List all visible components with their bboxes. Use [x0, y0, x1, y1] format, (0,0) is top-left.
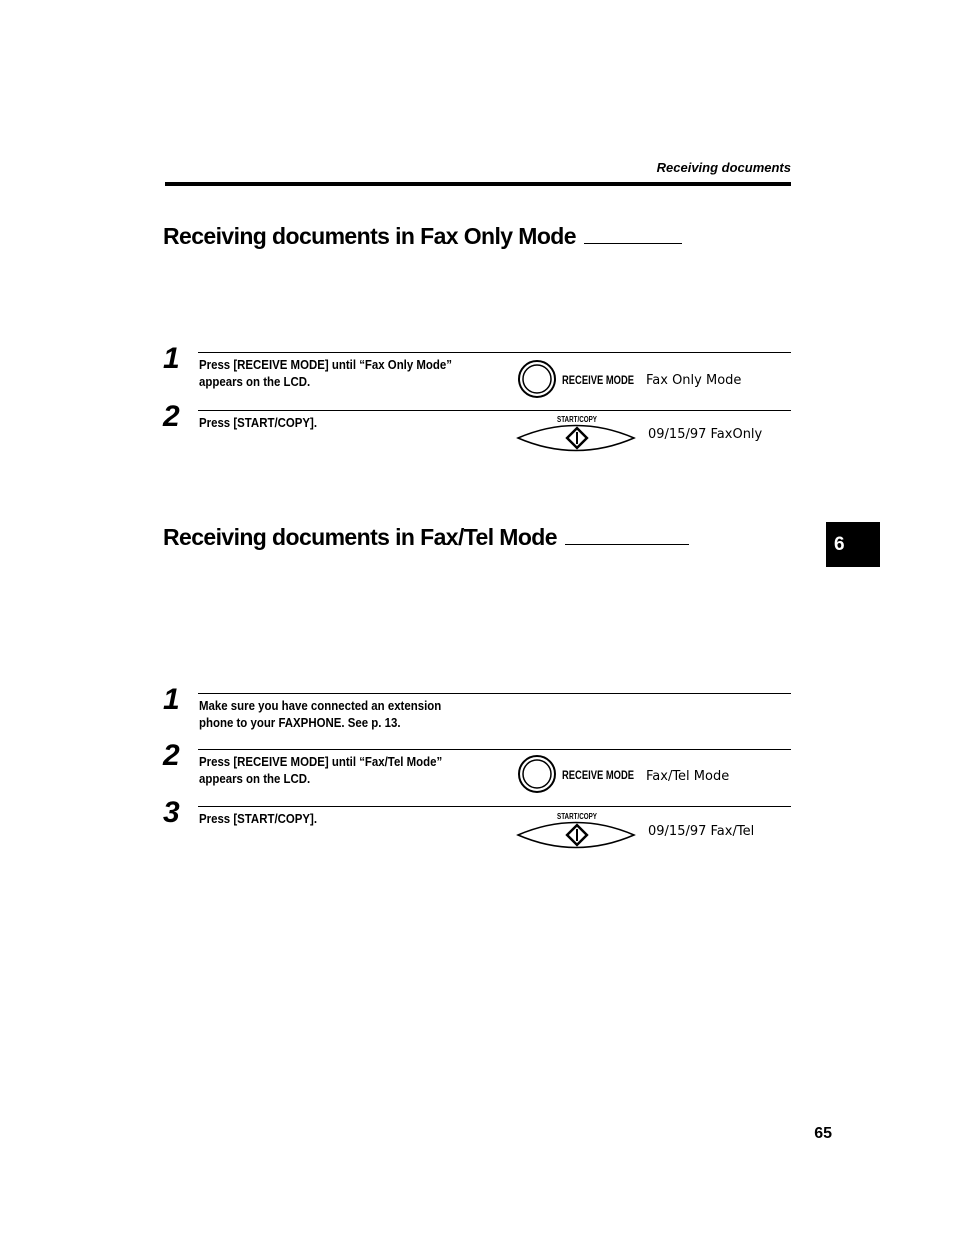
start-copy-button-icon: [516, 810, 638, 852]
receive-mode-label: RECEIVE MODE: [562, 768, 634, 782]
step-instruction: Press [RECEIVE MODE] until “Fax Only Mode” appears on the LCD.: [199, 357, 452, 389]
section-title-fax-only: [163, 223, 682, 250]
lcd-display: 09/15/97 Fax/Tel: [648, 824, 755, 839]
step-number: 2: [163, 400, 180, 433]
lcd-display: 09/15/97 FaxOnly: [648, 427, 763, 442]
step-instruction: Press [START/COPY].: [199, 415, 318, 430]
page-number: 65: [814, 1125, 832, 1142]
running-head: Receiving documents: [656, 160, 791, 175]
start-copy-label: START/COPY: [557, 812, 598, 821]
receive-mode-label: RECEIVE MODE: [562, 373, 634, 387]
lcd-display: Fax Only Mode: [646, 373, 742, 388]
step-instruction: Press [RECEIVE MODE] until “Fax/Tel Mode” appears on the LCD.: [199, 754, 443, 786]
receive-mode-button-icon: [516, 751, 638, 797]
step-number: 3: [163, 796, 180, 829]
lcd-display: Fax/Tel Mode: [646, 769, 730, 784]
step-divider: [198, 749, 791, 750]
receive-mode-button-icon: [516, 356, 638, 402]
step-number: 1: [163, 342, 180, 375]
step-divider: [198, 693, 791, 694]
start-copy-label: START/COPY: [557, 415, 598, 424]
step-number: 2: [163, 739, 180, 772]
step-divider: [198, 410, 791, 411]
step-divider: [198, 352, 791, 353]
header-rule: [165, 182, 791, 186]
section-title-text: Receiving documents in Fax Only Mode: [163, 223, 576, 249]
start-copy-button-icon: [516, 413, 638, 455]
chapter-tab: 6: [826, 522, 880, 567]
step-instruction: Press [START/COPY].: [199, 811, 318, 826]
section-title-text: Receiving documents in Fax/Tel Mode: [163, 524, 557, 550]
step-number: 1: [163, 683, 180, 716]
step-divider: [198, 806, 791, 807]
section-title-fax-tel: [163, 524, 689, 551]
step-instruction: Make sure you have connected an extension phone to your FAXPHONE. See p. 13.: [199, 698, 442, 730]
